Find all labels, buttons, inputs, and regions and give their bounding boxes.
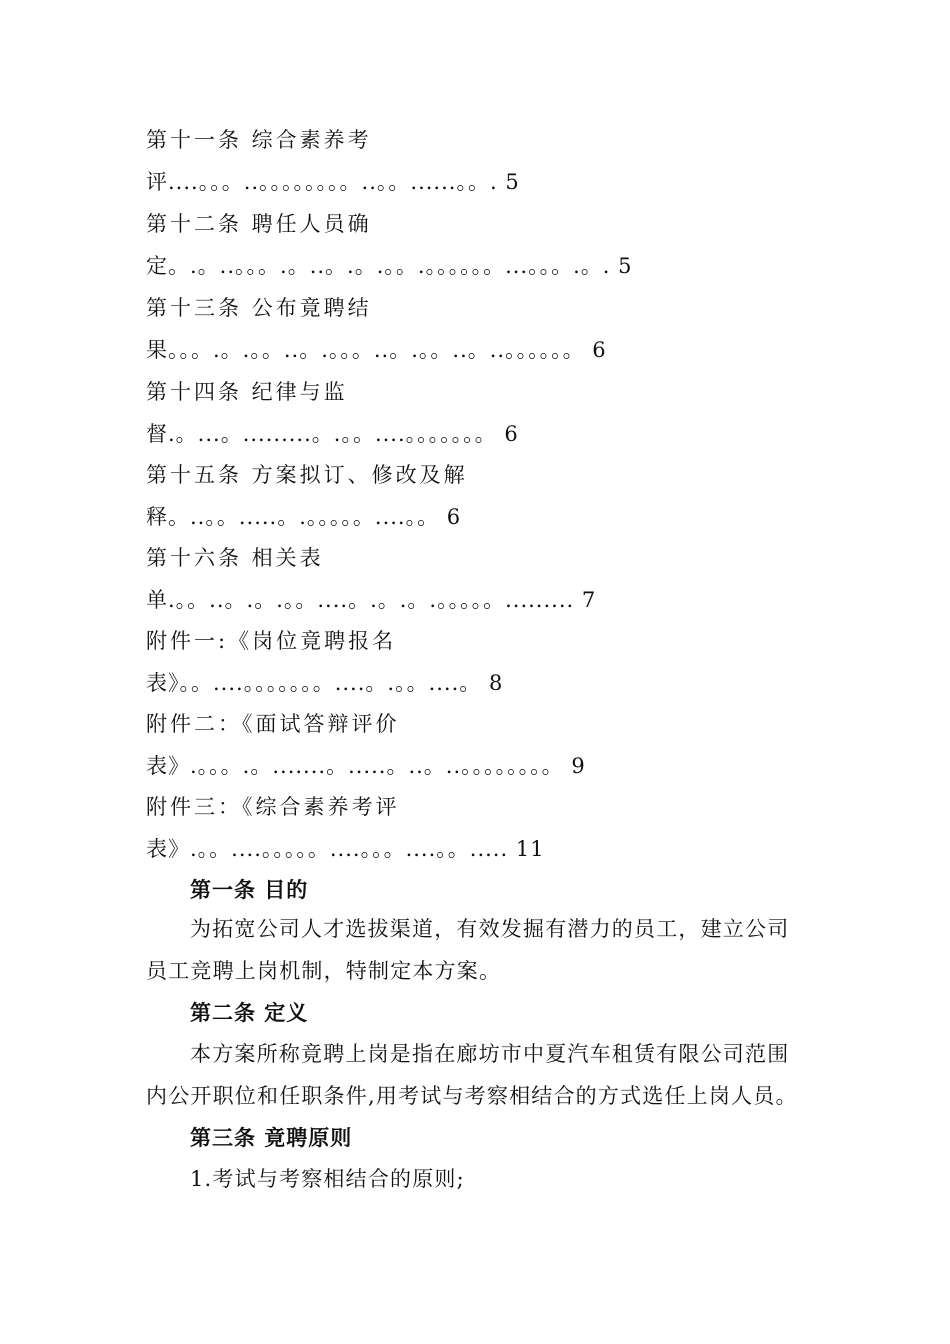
toc-entry-16-title: 第十六条 相关表 bbox=[146, 546, 324, 570]
toc-appendix-3-leader bbox=[146, 835, 830, 863]
toc-entry-12-dots: 。.。..。。。.。..。.。.。。.。。。。。。...。。。.。. bbox=[168, 254, 611, 278]
toc-entry-15-cont: 释 bbox=[146, 505, 168, 529]
toc-entry-12-title: 第十二条 聘任人员确 bbox=[146, 212, 372, 236]
toc-entry-15-leader bbox=[146, 503, 830, 531]
section-3-item-1: 1.考试与考察相结合的原则; bbox=[190, 1167, 465, 1191]
toc-entry-11-dots: ....。。。..。。。。。。。。..。。......。。. bbox=[168, 170, 498, 194]
toc-entry-13-leader bbox=[146, 336, 830, 364]
toc-appendix-2-title: 附件二：《面试答辩评价 bbox=[146, 712, 400, 736]
toc-entry-15-title: 第十五条 方案拟订、修改及解 bbox=[146, 463, 468, 487]
toc-entry-11-title: 第十一条 综合素养考 bbox=[146, 128, 372, 152]
toc-appendix-1-dots: 。。....。。。。。。。....。.。。....。 bbox=[179, 671, 482, 695]
section-1-para-line-2: 员工竞聘上岗机制，特制定本方案。 bbox=[146, 959, 502, 983]
toc-entry-13-title: 第十三条 公布竟聘结 bbox=[146, 296, 372, 320]
toc-appendix-3-cont: 表》 bbox=[146, 837, 190, 861]
toc-entry-14-leader bbox=[146, 420, 830, 448]
toc-entry-11-page: 5 bbox=[505, 170, 520, 194]
toc-appendix-1-cont: 表》 bbox=[146, 671, 180, 695]
toc-appendix-2-leader bbox=[146, 752, 830, 780]
toc-entry-12-leader bbox=[146, 252, 830, 280]
toc-appendix-3-title: 附件三：《综合素养考评 bbox=[146, 795, 400, 819]
section-2-para-line-1: 本方案所称竟聘上岗是指在廊坊市中夏汽车租赁有限公司范围 bbox=[190, 1042, 790, 1066]
toc-entry-12-page: 5 bbox=[618, 254, 633, 278]
section-3-heading: 第三条 竟聘原则 bbox=[190, 1126, 353, 1150]
section-2-para-line-2: 内公开职位和任职条件,用考试与考察相结合的方式选任上岗人员。 bbox=[146, 1084, 798, 1108]
toc-entry-14-title: 第十四条 纪律与监 bbox=[146, 380, 348, 404]
toc-appendix-2-cont: 表》 bbox=[146, 754, 190, 778]
toc-entry-15-dots: 。..。。.....。.。。。。。....。。 bbox=[168, 505, 440, 529]
toc-appendix-1-title: 附件一:《岗位竟聘报名 bbox=[146, 629, 397, 653]
toc-appendix-2-dots: .。。。.。.......。.....。..。..。。。。。。。。 bbox=[190, 754, 564, 778]
toc-appendix-3-dots: .。。....。。。。。....。。。....。。..... bbox=[190, 837, 509, 861]
toc-entry-16-leader bbox=[146, 586, 830, 614]
toc-entry-16-dots: .。。..。.。.。。....。.。.。.。。。。。......... bbox=[168, 588, 575, 612]
toc-entry-14-cont: 督 bbox=[146, 422, 168, 446]
toc-entry-14-dots: .。...。.........。.。。....。。。。。。。 bbox=[168, 422, 497, 446]
section-1-para-line-1: 为拓宽公司人才选拔渠道，有效发掘有潜力的员工，建立公司 bbox=[190, 917, 790, 941]
toc-entry-13-cont: 果 bbox=[146, 338, 168, 362]
section-2-heading: 第二条 定义 bbox=[190, 1001, 309, 1025]
toc-entry-13-page: 6 bbox=[592, 338, 607, 362]
toc-appendix-1-leader bbox=[146, 669, 830, 697]
toc-appendix-2-page: 9 bbox=[571, 754, 586, 778]
toc-entry-15-page: 6 bbox=[446, 505, 462, 529]
toc-entry-16-cont: 单 bbox=[146, 588, 168, 612]
toc-entry-12-cont: 定 bbox=[146, 254, 168, 278]
toc-entry-13-dots: 。。。.。.。。..。.。。。..。.。。..。..。。。。。。 bbox=[168, 338, 585, 362]
toc-appendix-3-page: 11 bbox=[515, 837, 545, 861]
toc-entry-14-page: 6 bbox=[504, 422, 519, 446]
toc-entry-11-cont: 评 bbox=[146, 170, 168, 194]
toc-entry-16-page: 7 bbox=[581, 588, 597, 612]
toc-appendix-1-page: 8 bbox=[488, 671, 504, 695]
toc-entry-11-leader bbox=[146, 168, 830, 196]
section-1-heading: 第一条 目的 bbox=[190, 878, 309, 902]
